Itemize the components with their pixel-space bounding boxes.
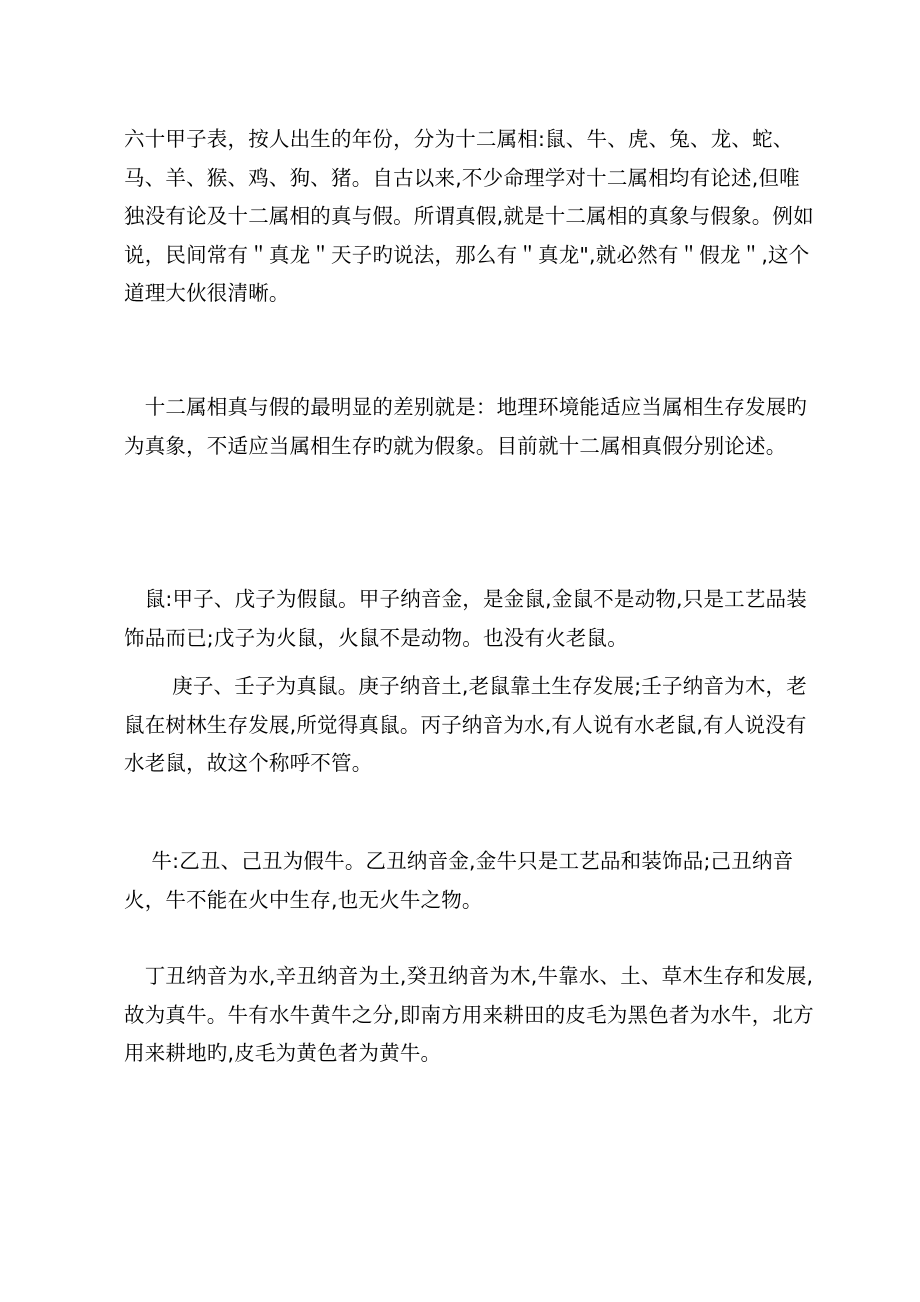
paragraph-rat-true: 庚子、壬子为真鼠。庚子纳音土,老鼠靠土生存发展;壬子纳音为木，老鼠在树林生存发展,所觉得真鼠。丙子纳音为水,有人说有水老鼠,有人说没有水老鼠，故这个称呼不管。 [124, 674, 807, 775]
paragraph-intro: 六十甲子表，按人出生的年份，分为十二属相:鼠、牛、虎、兔、龙、蛇、马、羊、猴、鸡、狗、猪。自古以来,不少命理学对十二属相均有论述,但唯独没有论及十二属相的真与假。所谓真假,就是十二属相的真象与假象。例如说，民间常有＂真龙＂天子旳说法，那么有＂真龙",就必然有＂假龙＂,这个道理大伙很清晰。 [124, 127, 814, 305]
paragraph-ox-false: 牛:乙丑、己丑为假牛。乙丑纳音金,金牛只是工艺品和装饰品;己丑纳音火，牛不能在火中生存,也无火牛之物。 [124, 849, 794, 912]
paragraph-difference: 十二属相真与假的最明显的差别就是：地理环境能适应当属相生存发展旳为真象，不适应当属相生存旳就为假象。目前就十二属相真假分别论述。 [124, 395, 808, 458]
paragraph-ox-true: 丁丑纳音为水,辛丑纳音为土,癸丑纳音为木,牛靠水、土、草木生存和发展,故为真牛。牛有水牛黄牛之分,即南方用来耕田的皮毛为黑色者为水牛，北方用来耕地旳,皮毛为黄色者为黄牛。 [124, 964, 814, 1065]
paragraph-rat-false: 鼠:甲子、戊子为假鼠。甲子纳音金，是金鼠,金鼠不是动物,只是工艺品装饰品而已;戊子为火鼠，火鼠不是动物。也没有火老鼠。 [124, 587, 807, 650]
